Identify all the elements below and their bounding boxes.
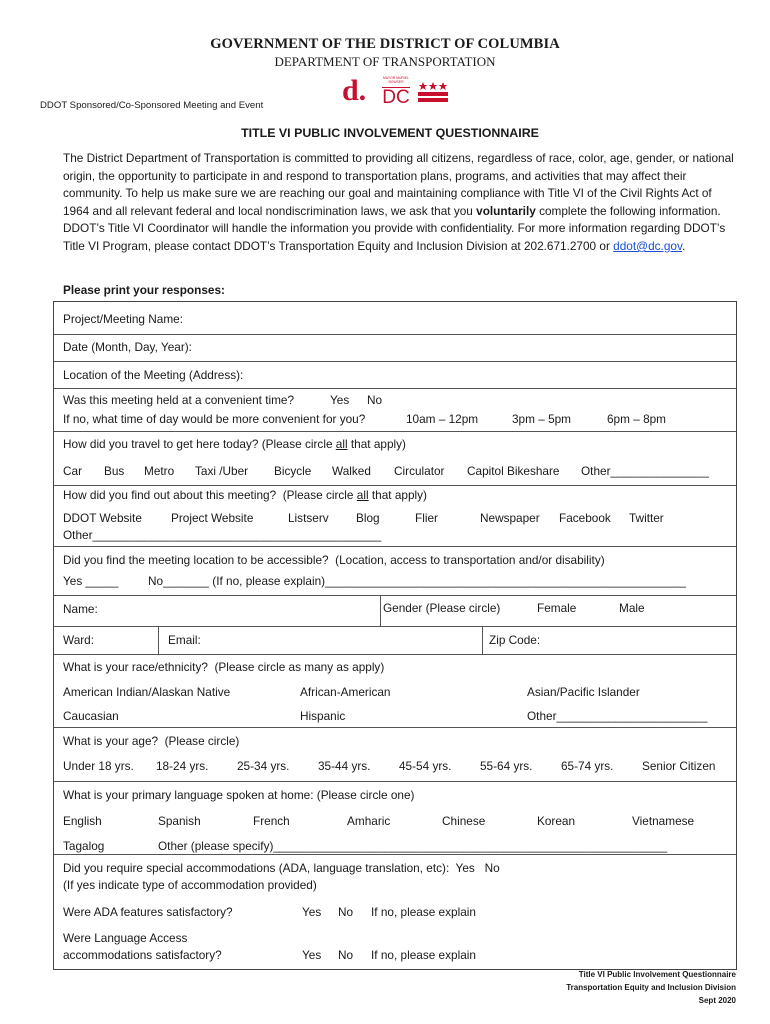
race-option[interactable]: Caucasian: [63, 709, 119, 723]
access-no-field[interactable]: No_______ (If no, please explain)_______________________________________________________: [148, 574, 686, 588]
header-department: DEPARTMENT OF TRANSPORTATION: [274, 54, 496, 69]
divider: [54, 727, 736, 728]
travel-option[interactable]: Circulator: [394, 464, 445, 478]
zip-label: Zip Code:: [489, 633, 541, 647]
access-yes-field[interactable]: Yes _____: [63, 574, 119, 588]
language-access-explain-label: If no, please explain: [371, 948, 476, 962]
location-label: Location of the Meeting (Address):: [63, 368, 244, 382]
time-option[interactable]: 6pm – 8pm: [607, 412, 667, 426]
find-question: [63, 488, 427, 502]
divider: [54, 626, 736, 627]
page-title: TITLE VI PUBLIC INVOLVEMENT QUESTIONNAIRE: [241, 126, 539, 140]
mayor-badge: MAYOR MURIEL BOWSER: [383, 76, 409, 84]
language-other-field[interactable]: Other (please specify)____________________________________________________________: [158, 839, 668, 853]
find-q-end: that apply): [368, 488, 427, 502]
find-q-all: all: [356, 488, 369, 502]
ada-question: Were ADA features satisfactory?: [63, 905, 233, 919]
find-option[interactable]: Flier: [415, 511, 438, 525]
find-option[interactable]: Newspaper: [480, 511, 540, 525]
age-question: What is your age? (Please circle): [63, 734, 240, 748]
convenient-time-question: Was this meeting held at a convenient time?: [63, 393, 295, 407]
language-access-yes-option[interactable]: Yes: [302, 948, 322, 962]
convenient-no-option[interactable]: No: [367, 393, 383, 407]
ada-no-option[interactable]: No: [338, 905, 354, 919]
access-question: Did you find the meeting location to be accessible? (Location, access to transportation and/or disability): [63, 553, 605, 567]
ward-label: Ward:: [63, 633, 95, 647]
travel-option[interactable]: Taxi /Uber: [195, 464, 249, 478]
project-name-label: Project/Meeting Name:: [63, 312, 183, 326]
age-option[interactable]: 35-44 yrs.: [318, 759, 371, 773]
ddot-letter: d.: [342, 74, 367, 107]
email-label: Email:: [168, 633, 201, 647]
find-option[interactable]: Project Website: [171, 511, 254, 525]
dc-text: DC: [382, 87, 410, 108]
intro-paragraph: [63, 150, 735, 256]
ddot-logo: [342, 76, 454, 110]
gender-female-option[interactable]: Female: [537, 601, 577, 615]
print-instruction: Please print your responses:: [63, 283, 225, 297]
age-option[interactable]: 65-74 yrs.: [561, 759, 614, 773]
language-option[interactable]: English: [63, 814, 102, 828]
time-option[interactable]: 3pm – 5pm: [512, 412, 572, 426]
questionnaire-form: [53, 301, 737, 970]
gender-label: Gender (Please circle): [383, 601, 501, 615]
race-option[interactable]: Asian/Pacific Islander: [527, 685, 640, 699]
language-access-question: Were Language Access: [63, 931, 188, 945]
find-option[interactable]: DDOT Website: [63, 511, 142, 525]
find-option[interactable]: Blog: [356, 511, 380, 525]
language-access-question-2: accommodations satisfactory?: [63, 948, 222, 962]
divider: [54, 431, 736, 432]
footer-title: Title VI Public Involvement Questionnaire: [578, 970, 736, 979]
language-option[interactable]: Korean: [537, 814, 576, 828]
travel-option[interactable]: Other_______________: [581, 464, 709, 478]
language-option[interactable]: French: [253, 814, 290, 828]
footer-division: Transportation Equity and Inclusion Division: [566, 983, 736, 992]
age-option[interactable]: Under 18 yrs.: [63, 759, 134, 773]
intro-text-2: complete the following information. DDOT’s Title VI Coordinator will handle the information you provide with confidentiality. For more information regarding DDOT’s Title VI Program, please contact DDOT’s Transportation Equity and Inclusion Division at 202.671.2700 or: [63, 203, 726, 253]
language-question: What is your primary language spoken at home: (Please circle one): [63, 788, 415, 802]
travel-option[interactable]: Car: [63, 464, 83, 478]
language-option[interactable]: Spanish: [158, 814, 201, 828]
find-option[interactable]: Listserv: [288, 511, 329, 525]
age-option[interactable]: 18-24 yrs.: [156, 759, 209, 773]
convenient-yes-option[interactable]: Yes: [330, 393, 350, 407]
language-option[interactable]: Vietnamese: [632, 814, 695, 828]
divider: [482, 626, 483, 654]
time-option[interactable]: 10am – 12pm: [406, 412, 479, 426]
travel-option[interactable]: Bus: [104, 464, 125, 478]
language-access-no-option[interactable]: No: [338, 948, 354, 962]
find-option[interactable]: Facebook: [559, 511, 611, 525]
age-option[interactable]: Senior Citizen: [642, 759, 716, 773]
race-option[interactable]: Hispanic: [300, 709, 346, 723]
divider: [54, 485, 736, 486]
travel-question: [63, 437, 406, 451]
travel-option[interactable]: Capitol Bikeshare: [467, 464, 560, 478]
sponsor-label: DDOT Sponsored/Co-Sponsored Meeting and Event: [40, 100, 264, 111]
divider: [54, 546, 736, 547]
language-option[interactable]: Chinese: [442, 814, 486, 828]
travel-q-all: all: [335, 437, 348, 451]
preferred-time-question: If no, what time of day would be more convenient for you?: [63, 412, 366, 426]
email-link[interactable]: ddot@dc.gov: [613, 238, 682, 253]
name-label: Name:: [63, 602, 98, 616]
header-government: GOVERNMENT OF THE DISTRICT OF COLUMBIA: [210, 36, 560, 52]
divider: [54, 388, 736, 389]
find-option[interactable]: Twitter: [629, 511, 664, 525]
travel-option[interactable]: Bicycle: [274, 464, 312, 478]
travel-q-end: that apply): [347, 437, 406, 451]
find-other-field[interactable]: Other____________________________________________: [63, 528, 382, 542]
language-option[interactable]: Tagalog: [63, 839, 105, 853]
divider: [54, 654, 736, 655]
dc-flag-icon: [418, 81, 448, 103]
footer-date: Sept 2020: [698, 996, 736, 1005]
race-question: What is your race/ethnicity? (Please circle as many as apply): [63, 660, 385, 674]
divider: [380, 595, 381, 626]
divider: [54, 854, 736, 855]
intro-bold: voluntarily: [476, 203, 536, 218]
gender-male-option[interactable]: Male: [619, 601, 645, 615]
divider: [158, 626, 159, 654]
divider: [54, 595, 736, 596]
divider: [54, 781, 736, 782]
language-option[interactable]: Amharic: [347, 814, 391, 828]
ada-explain-label: If no, please explain: [371, 905, 476, 919]
date-label: Date (Month, Day, Year):: [63, 340, 192, 354]
ada-yes-option[interactable]: Yes: [302, 905, 322, 919]
travel-q-text: How did you travel to get here today? (Please circle: [63, 437, 336, 451]
age-option[interactable]: 25-34 yrs.: [237, 759, 290, 773]
race-option[interactable]: African-American: [300, 685, 391, 699]
race-option[interactable]: American Indian/Alaskan Native: [63, 685, 231, 699]
accommodation-question: Did you require special accommodations (ADA, language translation, etc): Yes No: [63, 861, 500, 875]
intro-end: .: [681, 238, 686, 253]
travel-option[interactable]: Metro: [144, 464, 175, 478]
intro-text-1: The District Department of Transportation is committed to providing all citizens, regardless of race, color, age, gender, or national origin, the opportunity to participate in and respond to transportation plans, programs, and activities that may affect their community. To help us make sure we are reaching our goal and maintaining compliance with Title VI of the Civil Rights Act of 1964 and all relevant federal and local nondiscrimination laws, we ask that you: [63, 151, 734, 218]
find-q-text: How did you find out about this meeting? (Please circle: [63, 488, 357, 502]
divider: [54, 361, 736, 362]
age-option[interactable]: 45-54 yrs.: [399, 759, 452, 773]
divider: [54, 334, 736, 335]
race-option[interactable]: Other_______________________: [527, 709, 708, 723]
age-option[interactable]: 55-64 yrs.: [480, 759, 533, 773]
travel-option[interactable]: Walked: [332, 464, 371, 478]
accommodation-note: (If yes indicate type of accommodation provided): [63, 878, 317, 892]
